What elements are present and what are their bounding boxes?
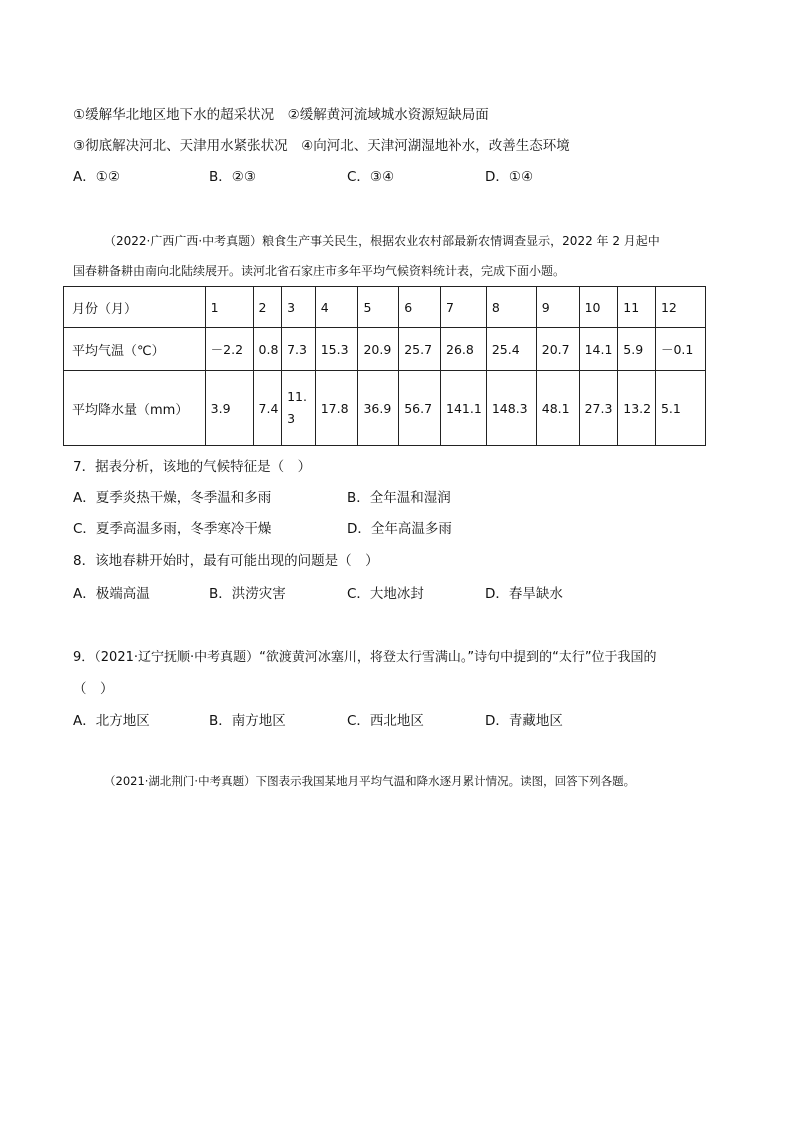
table-cell: 148.3 bbox=[486, 371, 536, 446]
table-cell: －2.2 bbox=[205, 328, 253, 371]
question-9-stem: 9．（2021·辽宁抚顺·中考真题）“欲渡黄河冰塞川，将登太行雪满山。”诗句中提到的“太行”位于我国的 bbox=[73, 650, 657, 665]
q8-option-c: C．大地冰封 bbox=[347, 586, 424, 602]
statement-line-3-4: ③彻底解决河北、天津用水紧张状况 ④向河北、天津河湖湿地补水，改善生态环境 bbox=[73, 138, 570, 154]
table-cell: 25.7 bbox=[399, 328, 441, 371]
prev-option-b: B．②③ bbox=[209, 169, 256, 185]
q7-option-b: B．全年温和湿润 bbox=[347, 490, 451, 506]
q9-option-a: A．北方地区 bbox=[73, 713, 150, 729]
table-cell: 7.4 bbox=[253, 371, 282, 446]
table-cell: 7.3 bbox=[282, 328, 316, 371]
q9-option-b: B．南方地区 bbox=[209, 713, 286, 729]
table-cell: 8 bbox=[486, 287, 536, 328]
table-cell: 12 bbox=[655, 287, 705, 328]
table-row-month bbox=[64, 287, 706, 328]
table-cell: 5.9 bbox=[618, 328, 656, 371]
table-cell: 141.1 bbox=[441, 371, 487, 446]
q7-option-c: C．夏季高温多雨，冬季寒冷干燥 bbox=[73, 521, 272, 537]
table-cell: 20.7 bbox=[536, 328, 579, 371]
table-cell: 3.9 bbox=[205, 371, 253, 446]
table-cell: 48.1 bbox=[536, 371, 579, 446]
table-cell: 1 bbox=[205, 287, 253, 328]
q9-option-d: D．青藏地区 bbox=[485, 713, 563, 729]
table-cell: 56.7 bbox=[399, 371, 441, 446]
question-9-stem-cont: （ ） bbox=[73, 681, 114, 697]
row-label-temperature: 平均气温（℃） bbox=[64, 328, 206, 371]
table-cell: 36.9 bbox=[358, 371, 399, 446]
prev-option-d: D．①④ bbox=[485, 169, 534, 185]
prev-option-c: C．③④ bbox=[347, 169, 395, 185]
table-cell: 26.8 bbox=[441, 328, 487, 371]
passage-1-line-1: （2022·广西广西·中考真题）粮食生产事关民生，根据农业农村部最新农情调查显示，2022 年 2 月起中 bbox=[104, 234, 660, 248]
passage-2-line-1: （2021·湖北荆门·中考真题）下图表示我国某地月平均气温和降水逐月累计情况。读图，回答下列各题。 bbox=[104, 774, 636, 788]
table-cell: 7 bbox=[441, 287, 487, 328]
prev-option-a: A．①② bbox=[73, 169, 120, 185]
table-cell: 15.3 bbox=[315, 328, 358, 371]
q8-option-d: D．春旱缺水 bbox=[485, 586, 563, 602]
statement-line-1-2: ①缓解华北地区地下水的超采状况 ②缓解黄河流域城水资源短缺局面 bbox=[73, 107, 489, 123]
row-label-precipitation: 平均降水量（mm） bbox=[64, 371, 206, 446]
table-row-temperature bbox=[64, 328, 706, 371]
q8-option-b: B．洪涝灾害 bbox=[209, 586, 286, 602]
climate-table bbox=[63, 286, 706, 446]
q9-option-c: C．西北地区 bbox=[347, 713, 424, 729]
passage-1-line-2: 国春耕备耕由南向北陆续展开。读河北省石家庄市多年平均气候资料统计表，完成下面小题。 bbox=[73, 264, 566, 278]
table-cell: 4 bbox=[315, 287, 358, 328]
table-row-precipitation bbox=[64, 371, 706, 446]
table-cell: 0.8 bbox=[253, 328, 282, 371]
q8-option-a: A．极端高温 bbox=[73, 586, 150, 602]
table-cell: 27.3 bbox=[579, 371, 618, 446]
table-cell: 11.3 bbox=[282, 371, 316, 446]
table-cell: 5 bbox=[358, 287, 399, 328]
table-cell: 11 bbox=[618, 287, 656, 328]
table-cell: 6 bbox=[399, 287, 441, 328]
table-cell: 17.8 bbox=[315, 371, 358, 446]
table-cell: 3 bbox=[282, 287, 316, 328]
table-cell: 5.1 bbox=[655, 371, 705, 446]
question-8-stem: 8．该地春耕开始时，最有可能出现的问题是（ ） bbox=[73, 553, 379, 569]
q7-option-d: D．全年高温多雨 bbox=[347, 521, 452, 537]
table-cell: 20.9 bbox=[358, 328, 399, 371]
table-cell: 14.1 bbox=[579, 328, 618, 371]
table-cell: 25.4 bbox=[486, 328, 536, 371]
table-cell: 9 bbox=[536, 287, 579, 328]
table-cell: －0.1 bbox=[655, 328, 705, 371]
q7-option-a: A．夏季炎热干燥，冬季温和多雨 bbox=[73, 490, 272, 506]
table-cell: 10 bbox=[579, 287, 618, 328]
table-cell: 2 bbox=[253, 287, 282, 328]
row-label-month: 月份（月） bbox=[64, 287, 206, 328]
table-cell: 13.2 bbox=[618, 371, 656, 446]
question-7-stem: 7．据表分析，该地的气候特征是（ ） bbox=[73, 459, 312, 475]
